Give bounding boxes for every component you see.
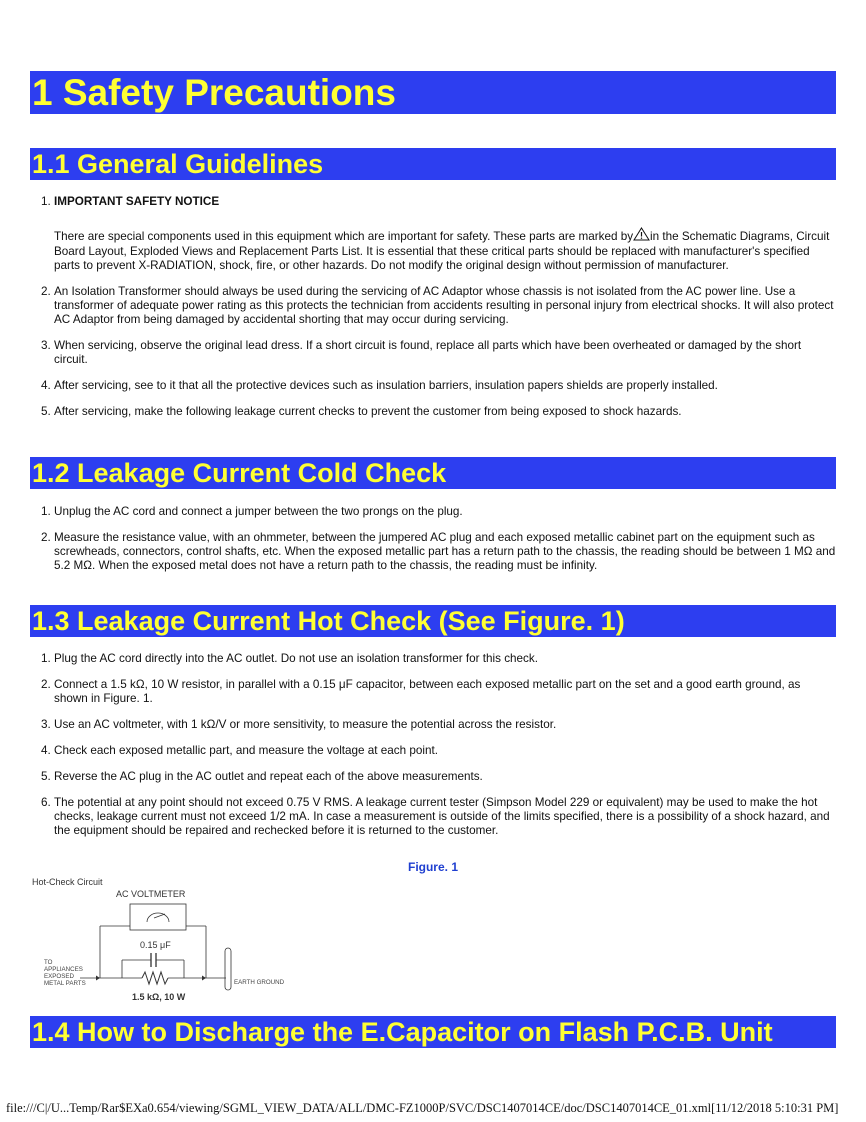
list-item: 2. Measure the resistance value, with an ohmmeter, between the jumpered AC plug and each exposed metallic cabinet part on the equipment such as screwheads, connectors, control shafts, etc. When the exposed metallic part has a return path to the chassis, the reading should be between 1 MΩ and 5.2 MΩ. When the exposed metal does not have a return path to the chassis, the reading must be infinity. <box>54 531 836 573</box>
appliance-label-line4: METAL PARTS <box>44 980 86 987</box>
cold-check-list <box>30 505 836 585</box>
list-item: 1. Plug the AC cord directly into the AC outlet. Do not use an isolation transformer for this check. <box>54 652 836 666</box>
circuit-title: Hot-Check Circuit <box>32 877 103 887</box>
warning-triangle-icon <box>633 227 650 245</box>
section-heading-general-guidelines: 1.1 General Guidelines <box>30 148 836 180</box>
appliance-label-line1: TO <box>44 959 53 966</box>
list-item: 5. Reverse the AC plug in the AC outlet and repeat each of the above measurements. <box>54 770 836 784</box>
appliance-label-line2: APPLIANCES <box>44 966 83 973</box>
important-notice-text: There are special components used in this equipment which are important for safety. These parts are marked by in the Schematic Diagrams, Circuit Board Layout, Exploded Views and Replacement Parts List. It is essential that these critical parts should be replaced with manufacturer's specified parts to prevent X-RADIATION, shock, fire, or other hazards. Do not modify the original design without permission of manufacturer. <box>54 227 836 273</box>
list-item: 3. When servicing, observe the original lead dress. If a short circuit is found, replace all parts which have been overheated or damaged by the short circuit. <box>54 339 836 367</box>
list-item: 5. After servicing, make the following leakage current checks to prevent the customer from being exposed to shock hazards. <box>54 405 836 419</box>
list-item: 4. Check each exposed metallic part, and measure the voltage at each point. <box>54 744 836 758</box>
list-item: 3. Use an AC voltmeter, with 1 kΩ/V or more sensitivity, to measure the potential across the resistor. <box>54 718 836 732</box>
list-item: 6. The potential at any point should not exceed 0.75 V RMS. A leakage current tester (Simpson Model 229 or equivalent) may be used to make the hot checks, leakage current must not exceed 1/2 mA. In case a measurement is outside of the limits specified, there is a possibility of a shock hazard, and the equipment should be repaired and rechecked before it is returned to the customer. <box>54 796 836 838</box>
section-heading-cold-check: 1.2 Leakage Current Cold Check <box>30 457 836 489</box>
list-item: 2. An Isolation Transformer should always be used during the servicing of AC Adaptor whose chassis is not isolated from the AC power line. Use a transformer of adequate power rating as this protects the technician from accidents resulting in personal injury from electrical shocks. It will also protect AC Adaptor from being damaged by accidental shorting that may occur during servicing. <box>54 285 836 327</box>
general-guidelines-list <box>30 195 836 431</box>
appliance-label-line3: EXPOSED <box>44 973 74 980</box>
section-heading-discharge-capacitor: 1.4 How to Discharge the E.Capacitor on Flash P.C.B. Unit <box>30 1016 836 1048</box>
figure-caption: Figure. 1 <box>407 860 458 874</box>
voltmeter-needle <box>154 914 165 918</box>
file-path-footer: file:///C|/U...Temp/Rar$EXa0.654/viewing/SGML_VIEW_DATA/ALL/DMC-FZ1000P/SVC/DSC1407014CE/doc/DSC1407014CE_01.xml[11/12/2018 5:10:31 PM] <box>6 1101 839 1115</box>
page-title: 1 Safety Precautions <box>30 71 836 114</box>
list-item <box>54 195 836 273</box>
list-item: 4. After servicing, see to it that all the protective devices such as insulation barriers, insulation papers shields are properly installed. <box>54 379 836 393</box>
hot-check-list <box>30 652 836 850</box>
hot-check-circuit-diagram <box>30 874 300 1009</box>
list-item: 2. Connect a 1.5 kΩ, 10 W resistor, in parallel with a 0.15 μF capacitor, between each exposed metallic part on the set and a good earth ground, as shown in Figure. 1. <box>54 678 836 706</box>
important-notice-title: IMPORTANT SAFETY NOTICE <box>54 195 220 208</box>
list-item: 1. Unplug the AC cord and connect a jumper between the two prongs on the plug. <box>54 505 836 519</box>
section-heading-hot-check: 1.3 Leakage Current Hot Check (See Figure. 1) <box>30 605 836 637</box>
resistor-label: 1.5 kΩ, 10 W <box>132 992 186 1002</box>
voltmeter-box <box>130 904 186 930</box>
capacitor-label: 0.15 μF <box>140 940 171 950</box>
earth-ground-rod <box>225 948 231 990</box>
earth-ground-label: EARTH GROUND <box>234 979 285 986</box>
voltmeter-dial <box>147 913 169 922</box>
resistor-zigzag <box>142 972 168 984</box>
voltmeter-label: AC VOLTMETER <box>116 889 186 899</box>
